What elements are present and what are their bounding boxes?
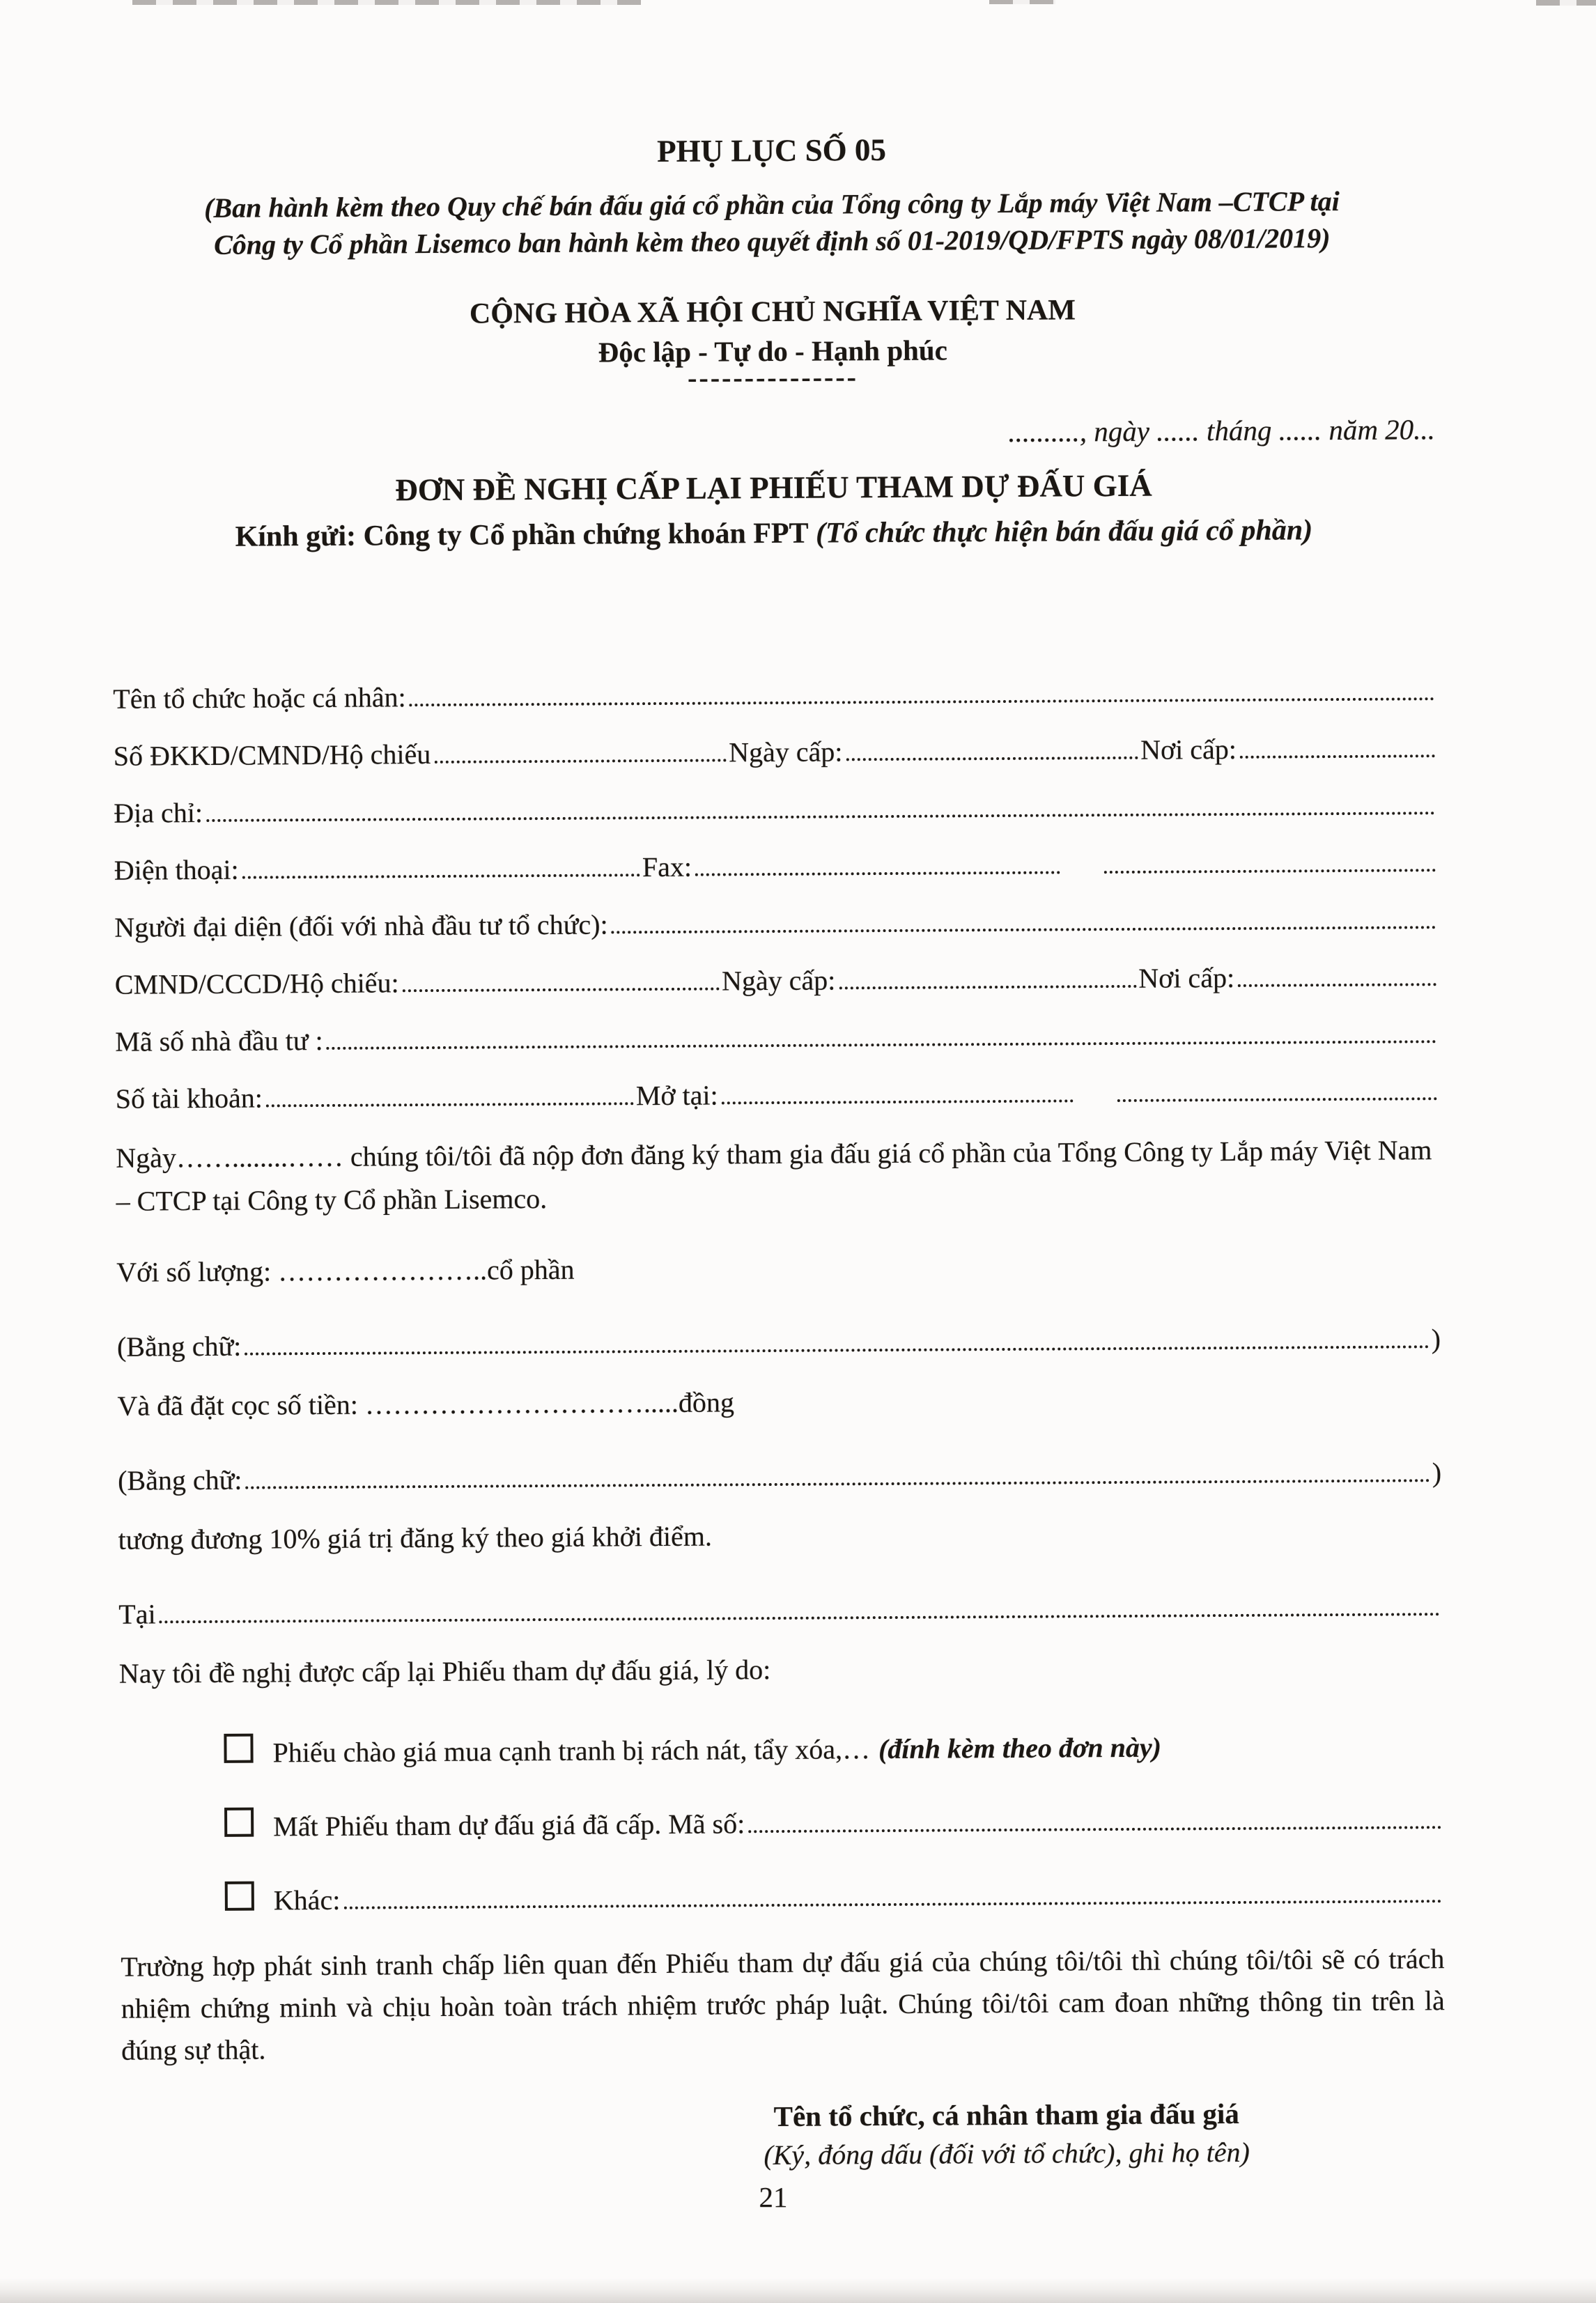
field-label-account: Số tài khoản: (115, 1082, 263, 1115)
dotted-fill-line (839, 984, 1136, 989)
reason-text: Mất Phiếu tham dự đấu giá đã cấp. Mã số: (273, 1807, 745, 1843)
field-label-name: Tên tổ chức hoặc cá nhân: (113, 681, 406, 715)
scan-edge-artifact (1536, 0, 1596, 6)
statement-in-words-2 (118, 1448, 1441, 1496)
field-row-rep-id (114, 935, 1438, 1000)
national-title: CỘNG HÒA XÃ HỘI CHỦ NGHĨA VIỆT NAM (469, 293, 1076, 330)
field-label-id: Số ĐKKD/CMND/Hộ chiếu (113, 738, 431, 772)
reason-checkbox-lost[interactable] (224, 1807, 254, 1836)
date-line: .........., ngày ...... tháng ...... năm 20... (1008, 412, 1436, 448)
dotted-fill-line (434, 759, 727, 763)
form-title: ĐƠN ĐỀ NGHỊ CẤP LẠI PHIẾU THAM DỰ ĐẤU GIÁ (395, 467, 1152, 507)
dotted-fill-line (327, 1040, 1437, 1050)
in-words-suffix: ) (1432, 1456, 1442, 1488)
dotted-fill-line (160, 1613, 1441, 1623)
dotted-fill-line (343, 1900, 1441, 1909)
preamble-line-2: Công ty Cổ phần Lisemco ban hành kèm theo quyết định số 01-2019/QD/FPTS ngày 08/01/2019) (213, 222, 1331, 261)
statement-equivalent: tương đương 10% giá trị đăng ký theo giá khởi điểm. (118, 1520, 713, 1556)
dotted-fill-line (266, 1102, 634, 1107)
field-row-account (115, 1049, 1439, 1115)
reason-list (119, 1719, 1444, 1917)
preamble-note (89, 183, 1455, 265)
reason-checkbox-other[interactable] (225, 1881, 254, 1910)
field-label-investor-code: Mã số nhà đầu tư : (115, 1024, 323, 1057)
page-number: 21 (759, 2181, 788, 2213)
field-row-address (114, 763, 1437, 829)
dotted-fill-line (403, 987, 720, 992)
dotted-fill-line (206, 812, 1435, 822)
form-fields (113, 649, 1439, 1115)
reason-text: Khác: (273, 1884, 341, 1916)
statement-registered: Ngày……........…… chúng tôi/tôi đã nộp đơn đăng ký tham gia đấu giá cổ phần của Tổng Công ty Lắp máy Việt Nam – CTCP tại Công ty Cổ phần Lisemco. (116, 1133, 1432, 1217)
field-row-investor-code (115, 992, 1439, 1057)
dotted-fill-line (242, 874, 640, 878)
field-label-id-issue-place: Nơi cấp: (1140, 733, 1237, 766)
field-row-id (113, 706, 1436, 772)
dotted-fill-line (1117, 1097, 1437, 1102)
field-label-fax: Fax: (642, 851, 692, 883)
field-label-account-bank: Mở tại: (635, 1079, 718, 1111)
field-label-rep-id-issue-date: Ngày cấp: (721, 964, 836, 997)
field-label-address: Địa chỉ: (114, 796, 203, 829)
dotted-fill-line (246, 1479, 1430, 1489)
dotted-fill-line (410, 697, 1435, 706)
field-label-id-issue-date: Ngày cấp: (728, 735, 843, 768)
field-label-representative: Người đại diện (đối với nhà đầu tư tổ chức): (114, 908, 608, 943)
national-header (111, 291, 1435, 394)
reason-item-other (121, 1867, 1444, 1917)
reason-item-lost (120, 1793, 1443, 1843)
at-label: Tại (118, 1598, 156, 1630)
field-label-phone: Điện thoại: (114, 853, 239, 886)
dotted-fill-line (1240, 754, 1435, 759)
dotted-fill-line (722, 1099, 1074, 1104)
signature-block (707, 2096, 1307, 2171)
reason-item-damaged (119, 1719, 1443, 1769)
reason-checkbox-damaged[interactable] (224, 1733, 253, 1762)
statement-at (118, 1581, 1442, 1630)
reason-text: Phiếu chào giá mua cạnh tranh bị rách nát, tẩy xóa,… (272, 1732, 871, 1769)
recipient-italic: (Tổ chức thực hiện bán đấu giá cổ phần) (815, 513, 1313, 550)
signature-note: (Ký, đóng dấu (đối với tổ chức), ghi họ tên) (764, 2136, 1250, 2171)
in-words-prefix: (Bằng chữ: (118, 1464, 242, 1496)
reason-note: (đính kèm theo đơn này) (878, 1731, 1162, 1765)
in-words-prefix: (Bằng chữ: (116, 1330, 242, 1363)
statement-quantity: Với số lượng: …………………..cổ phần (116, 1253, 575, 1288)
dotted-fill-line (1238, 983, 1436, 987)
field-label-rep-id: CMND/CCCD/Hộ chiếu: (114, 966, 399, 1000)
field-row-representative (114, 878, 1438, 943)
national-motto: Độc lập - Tự do - Hạnh phúc (598, 334, 947, 369)
dotted-fill-line (245, 1345, 1429, 1355)
signature-title: Tên tổ chức, cá nhân tham gia đấu giá (773, 2097, 1239, 2132)
dotted-fill-line (748, 1826, 1441, 1833)
scan-bottom-band (0, 2278, 1596, 2303)
statement-in-words-1 (117, 1314, 1441, 1363)
in-words-suffix: ) (1431, 1322, 1441, 1354)
field-label-rep-id-issue-place: Nơi cấp: (1138, 961, 1235, 994)
recipient-bold: Kính gửi: Công ty Cổ phần chứng khoán FPT (235, 517, 809, 553)
field-row-name (113, 649, 1436, 715)
dotted-fill-line (695, 871, 1060, 876)
separator-dashes: --------------- (687, 360, 859, 394)
dotted-fill-line (1104, 869, 1436, 874)
statement-deposit: Và đã đặt cọc số tiền: ………………………….....đồng (117, 1386, 735, 1422)
commitment-paragraph: Trường hợp phát sinh tranh chấp liên quan đến Phiếu tham dự đấu giá của chúng tôi/tôi thì chúng tôi/tôi sẽ có trách nhiệm chứng minh và chịu hoàn toàn trách nhiệm trước pháp luật. Chúng tôi/tôi cam đoan những thông tin trên là đúng sự thật. (121, 1942, 1445, 2066)
field-row-phone (114, 821, 1437, 886)
preamble-line-1: (Ban hành kèm theo Quy chế bán đấu giá cổ phần của Tổng công ty Lắp máy Việt Nam –CTCP tại (203, 185, 1340, 224)
dotted-fill-line (846, 756, 1138, 761)
statement-request: Nay tôi đề nghị được cấp lại Phiếu tham dự đấu giá, lý do: (118, 1653, 771, 1689)
dotted-fill-line (612, 926, 1436, 933)
appendix-title: PHỤ LỤC SỐ 05 (656, 132, 887, 169)
recipient-line (112, 513, 1436, 555)
document-content (109, 0, 1446, 2175)
